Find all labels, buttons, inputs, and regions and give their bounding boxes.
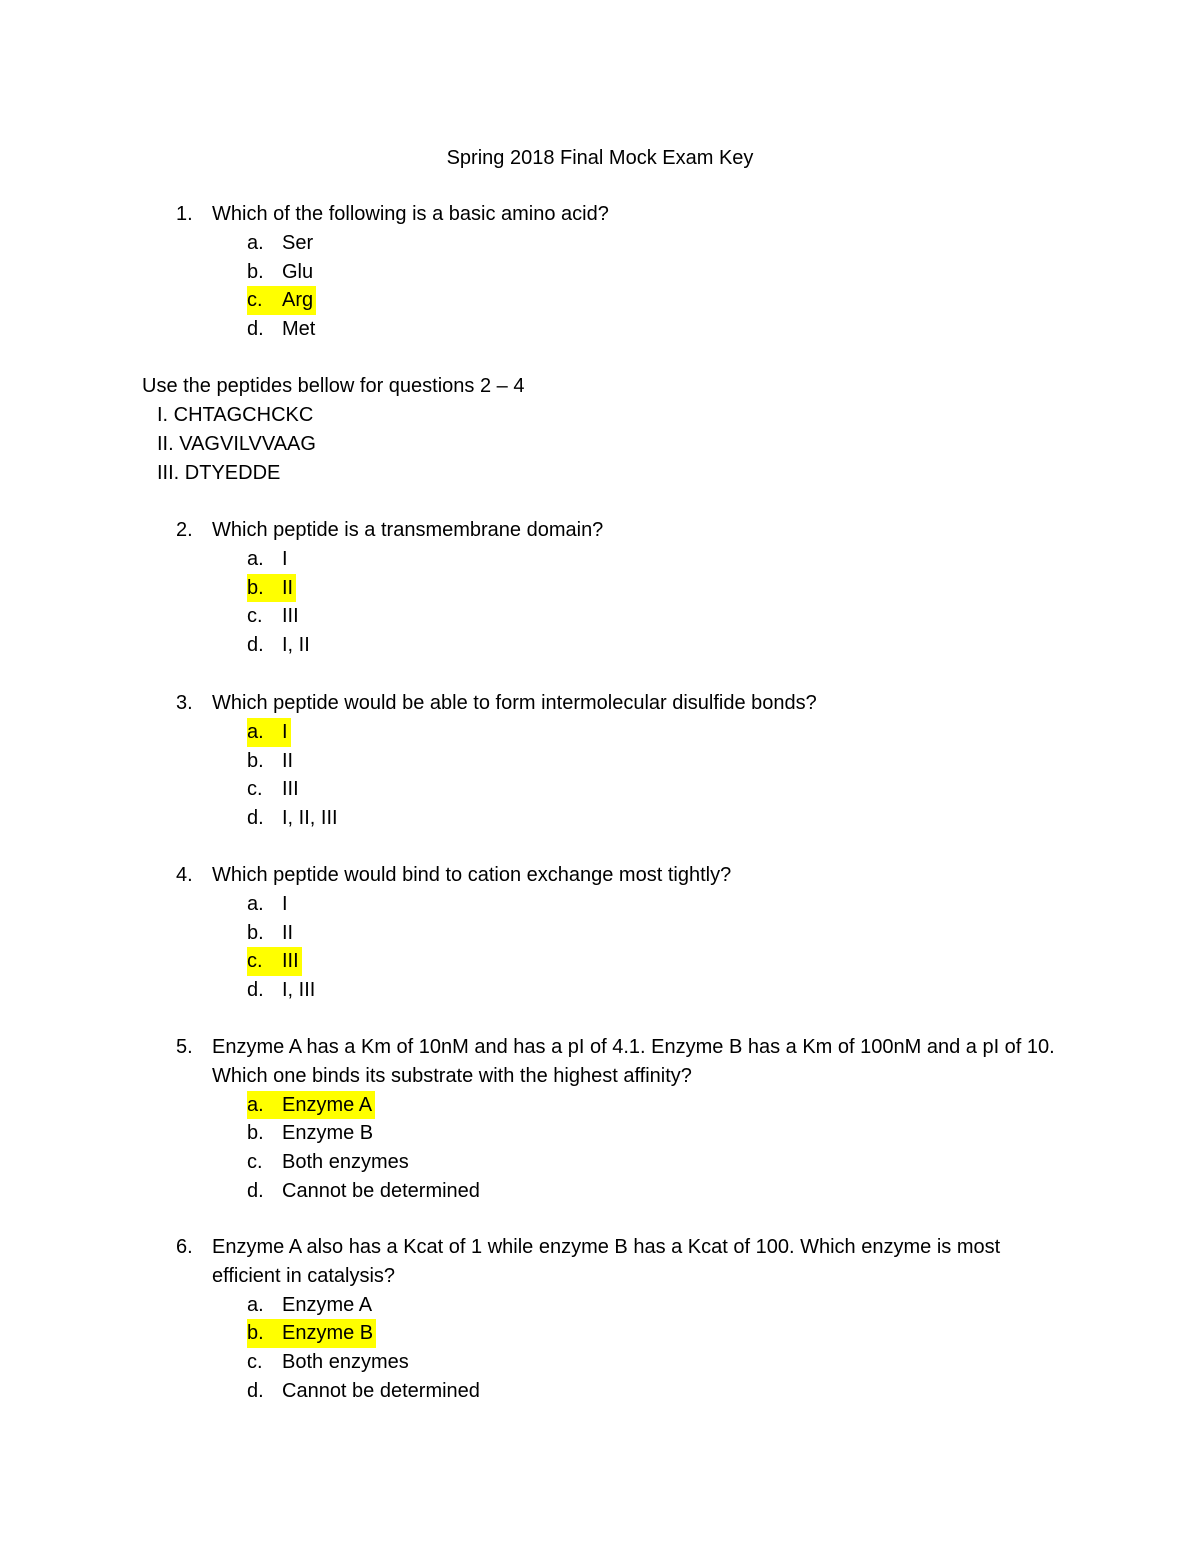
question-number: 1. (176, 203, 193, 225)
option-d (247, 804, 1066, 833)
option-letter: a. (247, 1293, 264, 1316)
option-text: Arg (282, 289, 314, 312)
option-text: I, II, III (282, 807, 338, 830)
option-letter: b. (247, 921, 264, 944)
option-letter: d. (247, 1379, 264, 1402)
peptide-item: II. VAGVILVVAAG (157, 432, 316, 455)
option-text: III (282, 950, 299, 973)
option-d (247, 315, 1066, 344)
option-letter: d. (247, 1179, 264, 1202)
option-text: II (282, 576, 294, 599)
option-text: Glu (282, 260, 314, 283)
option-letter: a. (247, 720, 264, 743)
option-letter: a. (247, 231, 264, 254)
option-letter: d. (247, 807, 264, 830)
question-number: 2. (176, 519, 193, 541)
option-c (247, 947, 1066, 976)
option-text: III (282, 778, 299, 801)
option-text: Enzyme A (282, 1093, 373, 1116)
option-letter: c. (247, 778, 263, 801)
option-b (247, 747, 1066, 776)
option-text: Enzyme A (282, 1293, 373, 1316)
question-text: Which peptide is a transmembrane domain? (212, 519, 604, 541)
option-letter: c. (247, 289, 263, 312)
options-list (247, 1291, 1066, 1406)
option-text: I, III (282, 979, 316, 1002)
options-list (247, 718, 1066, 833)
option-letter: a. (247, 892, 264, 915)
option-text: I (282, 720, 288, 743)
peptide-list (157, 401, 316, 487)
option-letter: c. (247, 1151, 263, 1174)
option-text: Both enzymes (282, 1151, 409, 1174)
question-6 (176, 1233, 1066, 1406)
option-a (247, 718, 1066, 747)
option-letter: b. (247, 749, 264, 772)
question-1 (176, 200, 1066, 344)
option-text: I (282, 547, 288, 570)
page-title: Spring 2018 Final Mock Exam Key (446, 147, 754, 169)
option-text: Met (282, 318, 316, 341)
option-text: II (282, 921, 294, 944)
question-text: Which peptide would be able to form intermolecular disulfide bonds? (212, 692, 817, 714)
option-b (247, 258, 1066, 287)
option-letter: b. (247, 1322, 264, 1345)
option-letter: b. (247, 1122, 264, 1145)
option-c (247, 1148, 1066, 1177)
option-b (247, 919, 1066, 948)
peptides-intro: Use the peptides bellow for questions 2 – 4 (142, 375, 525, 397)
question-number: 5. (176, 1036, 193, 1058)
option-letter: d. (247, 318, 264, 341)
question-text: Enzyme A has a Km of 10nM and has a pI of 4.1. Enzyme B has a Km of 100nM and a pI of 10. Which one binds its substrate with the highest affinity? (212, 1036, 1055, 1087)
option-text: I, II (282, 634, 310, 657)
option-a (247, 1291, 1066, 1320)
option-c (247, 1348, 1066, 1377)
option-text: Both enzymes (282, 1351, 409, 1374)
option-letter: a. (247, 1093, 264, 1116)
question-text: Enzyme A also has a Kcat of 1 while enzyme B has a Kcat of 100. Which enzyme is most efficient in catalysis? (212, 1236, 1001, 1287)
option-text: Cannot be determined (282, 1379, 480, 1402)
option-b (247, 1119, 1066, 1148)
question-text: Which of the following is a basic amino acid? (212, 203, 609, 225)
option-letter: a. (247, 547, 264, 570)
option-b (247, 574, 1066, 603)
options-list (247, 890, 1066, 1005)
option-text: II (282, 749, 294, 772)
peptide-item: I. CHTAGCHCKC (157, 404, 314, 426)
option-text: Cannot be determined (282, 1179, 480, 1202)
option-letter: d. (247, 634, 264, 657)
option-d (247, 631, 1066, 660)
option-text: III (282, 605, 299, 628)
option-letter: c. (247, 1351, 263, 1374)
option-letter: c. (247, 950, 263, 973)
option-text: Enzyme B (282, 1322, 374, 1345)
question-number: 6. (176, 1236, 193, 1258)
option-text: Enzyme B (282, 1122, 374, 1145)
question-number: 3. (176, 692, 193, 714)
option-text: Ser (282, 231, 314, 254)
question-3 (176, 689, 1066, 833)
option-letter: b. (247, 576, 264, 599)
question-5 (176, 1033, 1066, 1206)
options-list (247, 545, 1066, 660)
option-text: I (282, 892, 288, 915)
question-2 (176, 516, 1066, 660)
option-d (247, 1177, 1066, 1206)
option-letter: b. (247, 260, 264, 283)
question-number: 4. (176, 864, 193, 886)
option-d (247, 976, 1066, 1005)
options-list (247, 1091, 1066, 1206)
peptide-item: III. DTYEDDE (157, 461, 281, 484)
option-letter: c. (247, 605, 263, 628)
option-a (247, 229, 1066, 258)
option-c (247, 775, 1066, 804)
option-letter: d. (247, 979, 264, 1002)
option-c (247, 602, 1066, 631)
option-a (247, 1091, 1066, 1120)
question-text: Which peptide would bind to cation exchange most tightly? (212, 864, 732, 886)
option-a (247, 890, 1066, 919)
question-4 (176, 861, 1066, 1005)
options-list (247, 229, 1066, 344)
option-c (247, 286, 1066, 315)
option-b (247, 1319, 1066, 1348)
option-d (247, 1377, 1066, 1406)
option-a (247, 545, 1066, 574)
